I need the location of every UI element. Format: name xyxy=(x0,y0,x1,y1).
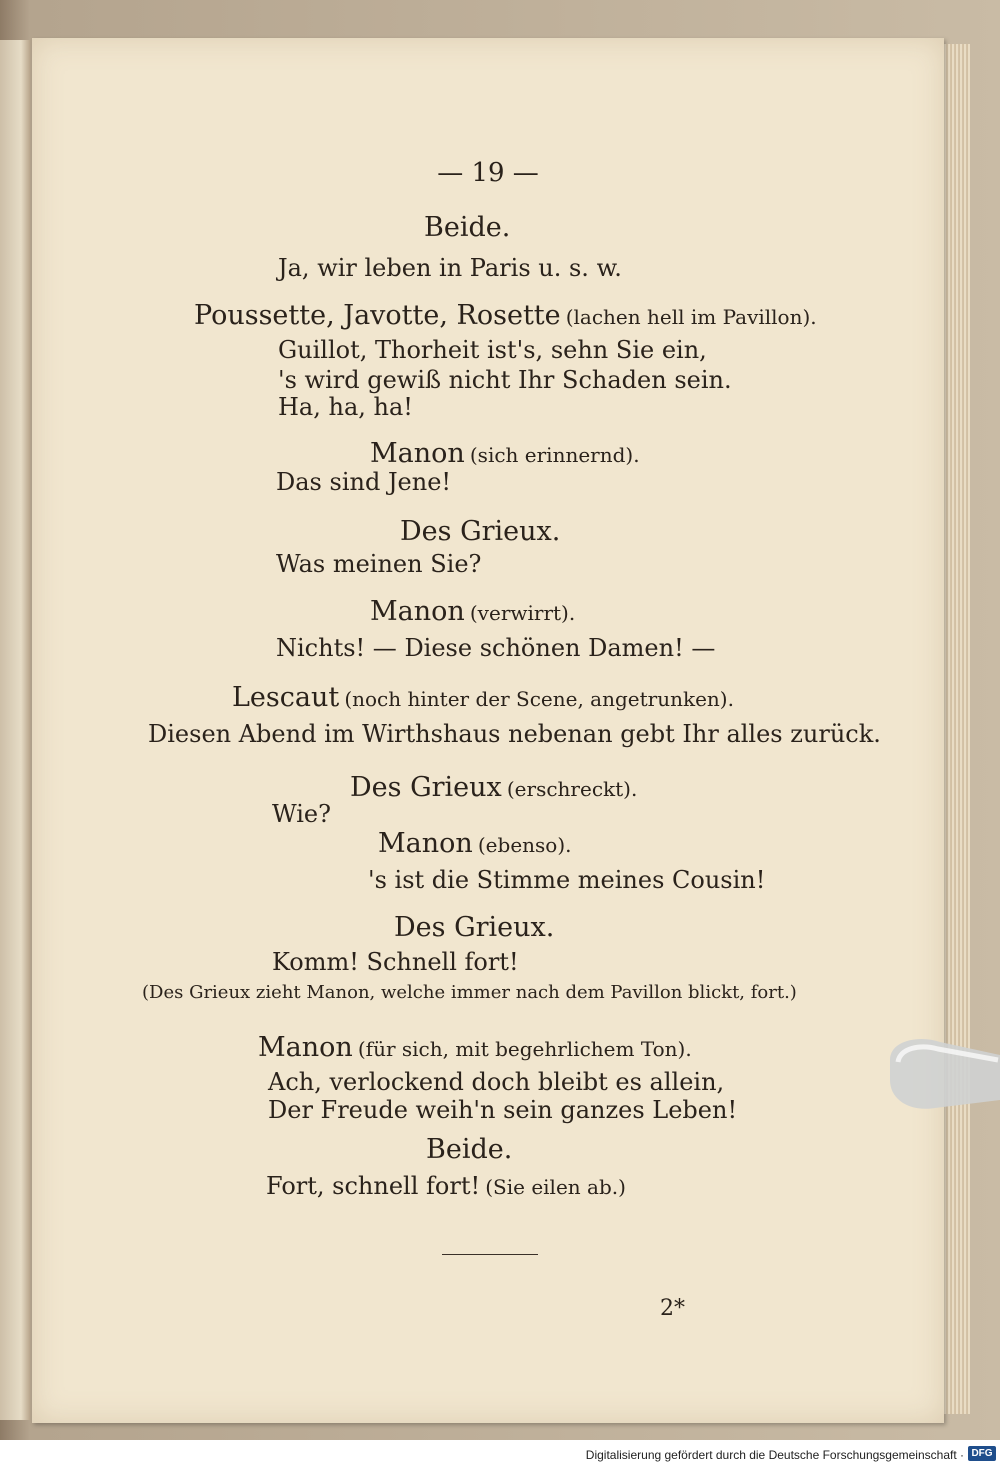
verse-line: Guillot, Thorheit ist's, sehn Sie ein, xyxy=(278,336,707,364)
verse-line: Ja, wir leben in Paris u. s. w. xyxy=(278,254,622,282)
verse-line: 's wird gewiß nicht Ihr Schaden sein. xyxy=(278,366,732,394)
stage-direction: (lachen hell im Pavillon). xyxy=(565,305,817,329)
stage-direction: (sich erinnernd). xyxy=(469,443,640,467)
speaker-manon xyxy=(370,440,640,467)
signature-mark: 2* xyxy=(660,1296,685,1321)
verse-line: Diesen Abend im Wirthshaus nebenan gebt Ihr alles zurück. xyxy=(148,720,881,748)
page-number: — 19 — xyxy=(437,158,539,188)
speaker-des-grieux xyxy=(350,774,637,801)
verse-line: Der Freude weih'n sein ganzes Leben! xyxy=(268,1096,738,1124)
speaker-beide: Beide. xyxy=(426,1134,513,1165)
right-page-edges xyxy=(944,44,970,1414)
speaker-des-grieux: Des Grieux. xyxy=(400,516,561,547)
verse-line: Was meinen Sie? xyxy=(276,550,482,578)
left-page-edge xyxy=(0,40,30,1420)
stage-direction: (erschreckt). xyxy=(506,777,638,801)
stage-direction: (Des Grieux zieht Manon, welche immer nach dem Pavillon blickt, fort.) xyxy=(142,982,797,1003)
speaker-name: Des Grieux xyxy=(350,772,502,803)
speaker-names: Poussette, Javotte, Rosette xyxy=(194,300,561,331)
end-rule xyxy=(442,1254,538,1255)
speaker-chorus xyxy=(194,302,817,329)
stage-direction: (Sie eilen ab.) xyxy=(485,1175,626,1199)
speaker-name: Manon xyxy=(370,438,465,469)
dfg-logo: DFG xyxy=(968,1446,996,1461)
verse-text: Fort, schnell fort! xyxy=(266,1172,481,1200)
verse-line: Das sind Jene! xyxy=(276,468,452,496)
footer-bar xyxy=(0,1440,1000,1469)
final-line xyxy=(266,1174,626,1198)
speaker-manon xyxy=(258,1034,692,1061)
page-clip-shadow xyxy=(880,1030,1000,1120)
speaker-lescaut xyxy=(232,684,734,711)
verse-line: Ach, verlockend doch bleibt es allein, xyxy=(268,1068,725,1096)
speaker-manon xyxy=(378,830,572,857)
speaker-name: Manon xyxy=(370,596,465,627)
footer-credit: Digitalisierung gefördert durch die Deutsche Forschungsgemeinschaft · xyxy=(585,1448,964,1462)
stage-direction: (noch hinter der Scene, angetrunken). xyxy=(344,687,734,711)
verse-line: Komm! Schnell fort! xyxy=(272,948,519,976)
verse-line: Ha, ha, ha! xyxy=(278,393,413,421)
verse-line: Wie? xyxy=(272,800,331,828)
stage-direction: (für sich, mit begehrlichem Ton). xyxy=(357,1037,692,1061)
speaker-name: Manon xyxy=(258,1032,353,1063)
speaker-name: Lescaut xyxy=(232,682,340,713)
speaker-manon xyxy=(370,598,575,625)
stage-direction: (ebenso). xyxy=(477,833,572,857)
verse-line: Nichts! — Diese schönen Damen! — xyxy=(276,634,716,662)
speaker-name: Manon xyxy=(378,828,473,859)
stage-direction: (verwirrt). xyxy=(469,601,576,625)
speaker-des-grieux: Des Grieux. xyxy=(394,912,555,943)
verse-line: 's ist die Stimme meines Cousin! xyxy=(368,866,766,894)
book-page xyxy=(32,38,944,1423)
speaker-beide: Beide. xyxy=(424,212,511,243)
